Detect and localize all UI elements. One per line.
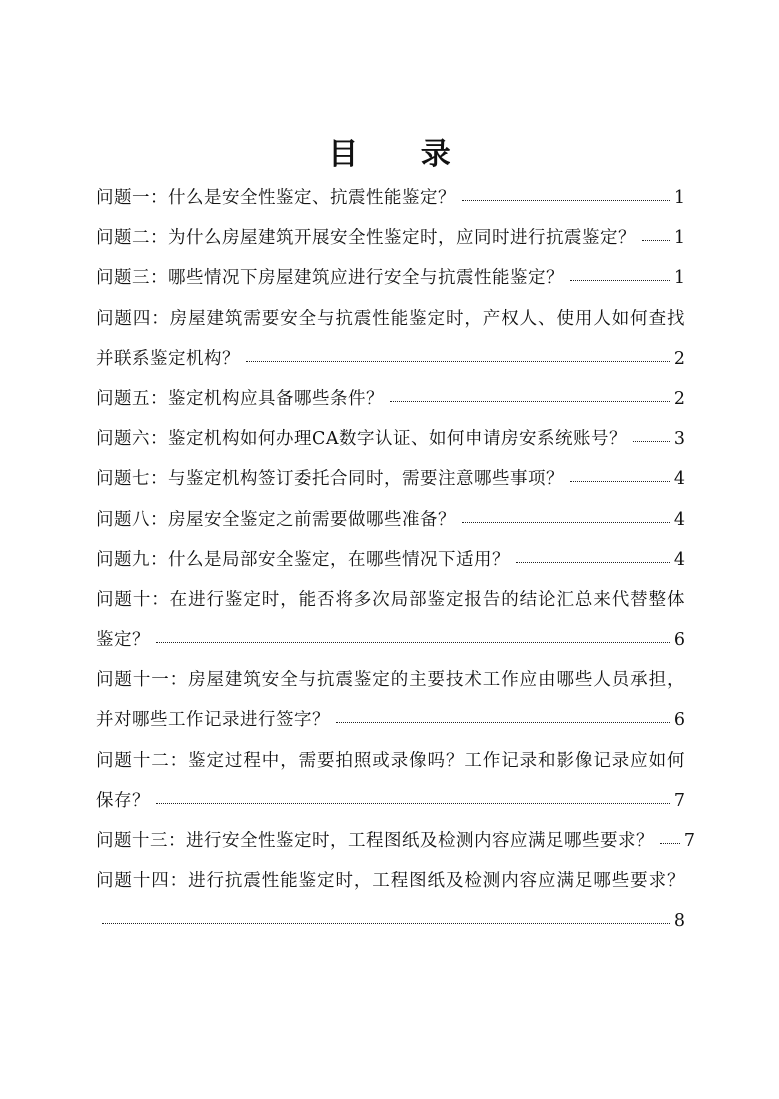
dot-leader [570, 279, 670, 281]
toc-entry-text: 问题五：鉴定机构应具备哪些条件？ [96, 388, 384, 409]
toc-entry[interactable] [96, 861, 685, 941]
toc-page-number: 1 [673, 268, 685, 289]
toc-entry[interactable] [96, 459, 685, 499]
toc-entry-text: 问题十三：进行安全性鉴定时，工程图纸及检测内容应满足哪些要求？ [96, 831, 654, 851]
toc-page-number: 6 [673, 630, 685, 651]
toc-entry[interactable] [96, 299, 685, 379]
table-of-contents [96, 178, 695, 942]
dot-leader [246, 360, 670, 362]
toc-entry[interactable] [96, 741, 685, 821]
toc-page-number: 2 [673, 388, 685, 409]
toc-page-number: 3 [673, 429, 685, 450]
dot-leader [156, 641, 670, 643]
dot-leader [633, 440, 670, 442]
toc-entry[interactable] [96, 660, 685, 740]
toc-page-number: 6 [673, 710, 685, 731]
toc-entry[interactable] [96, 419, 685, 459]
dot-leader [660, 842, 680, 844]
toc-entry-text: 问题十一：房屋建筑安全与抗震鉴定的主要技术工作应由哪些人员承担， [96, 670, 685, 691]
toc-title: 目 录 [328, 137, 477, 172]
toc-page-number: 4 [673, 549, 685, 570]
toc-page-number: 7 [673, 790, 685, 811]
toc-page-number: 8 [673, 911, 685, 932]
toc-page-number: 2 [673, 348, 685, 369]
toc-entry-text: 鉴定？ [96, 630, 150, 651]
toc-page-number: 7 [683, 831, 695, 851]
toc-entry-text: 问题十二：鉴定过程中，需要拍照或录像吗？工作记录和影像记录应如何 [96, 750, 685, 771]
toc-entry-text: 并对哪些工作记录进行签字？ [96, 710, 330, 731]
toc-entry-text: 问题八：房屋安全鉴定之前需要做哪些准备？ [96, 509, 456, 530]
dot-leader [516, 561, 670, 563]
toc-entry-text: 问题九：什么是局部安全鉴定，在哪些情况下适用？ [96, 549, 510, 570]
dot-leader [570, 480, 670, 482]
toc-entry-text: 问题二：为什么房屋建筑开展安全性鉴定时，应同时进行抗震鉴定？ [96, 228, 636, 249]
toc-entry[interactable] [96, 500, 685, 540]
dot-leader [390, 400, 670, 402]
toc-entry-text: 保存？ [96, 790, 150, 811]
toc-entry[interactable] [96, 821, 695, 861]
toc-entry[interactable] [96, 178, 685, 218]
toc-entry[interactable] [96, 540, 685, 580]
toc-entry-text: 问题四：房屋建筑需要安全与抗震性能鉴定时，产权人、使用人如何查找 [96, 308, 685, 329]
toc-page-number: 1 [673, 188, 685, 208]
dot-leader [642, 239, 670, 241]
toc-entry[interactable] [96, 580, 685, 660]
toc-page-number: 4 [673, 509, 685, 530]
dot-leader [462, 199, 670, 201]
dot-leader [156, 802, 670, 804]
toc-entry[interactable] [96, 379, 685, 419]
toc-entry-text: 问题六：鉴定机构如何办理CA数字认证、如何申请房安系统账号？ [96, 429, 628, 450]
dot-leader [102, 922, 670, 924]
dot-leader [462, 521, 670, 523]
toc-entry[interactable] [96, 258, 685, 298]
toc-page-number: 4 [673, 469, 685, 490]
toc-entry-text: 问题十：在进行鉴定时，能否将多次局部鉴定报告的结论汇总来代替整体 [96, 589, 685, 610]
dot-leader [336, 721, 670, 723]
toc-entry[interactable] [96, 218, 685, 258]
toc-page-number: 1 [673, 228, 685, 249]
toc-entry-text: 问题七：与鉴定机构签订委托合同时，需要注意哪些事项？ [96, 469, 564, 490]
toc-entry-text: 问题十四：进行抗震性能鉴定时，工程图纸及检测内容应满足哪些要求？ [96, 871, 685, 892]
toc-entry-text: 问题三：哪些情况下房屋建筑应进行安全与抗震性能鉴定？ [96, 268, 564, 289]
toc-entry-text: 问题一：什么是安全性鉴定、抗震性能鉴定？ [96, 188, 456, 208]
toc-entry-text: 并联系鉴定机构？ [96, 348, 240, 369]
